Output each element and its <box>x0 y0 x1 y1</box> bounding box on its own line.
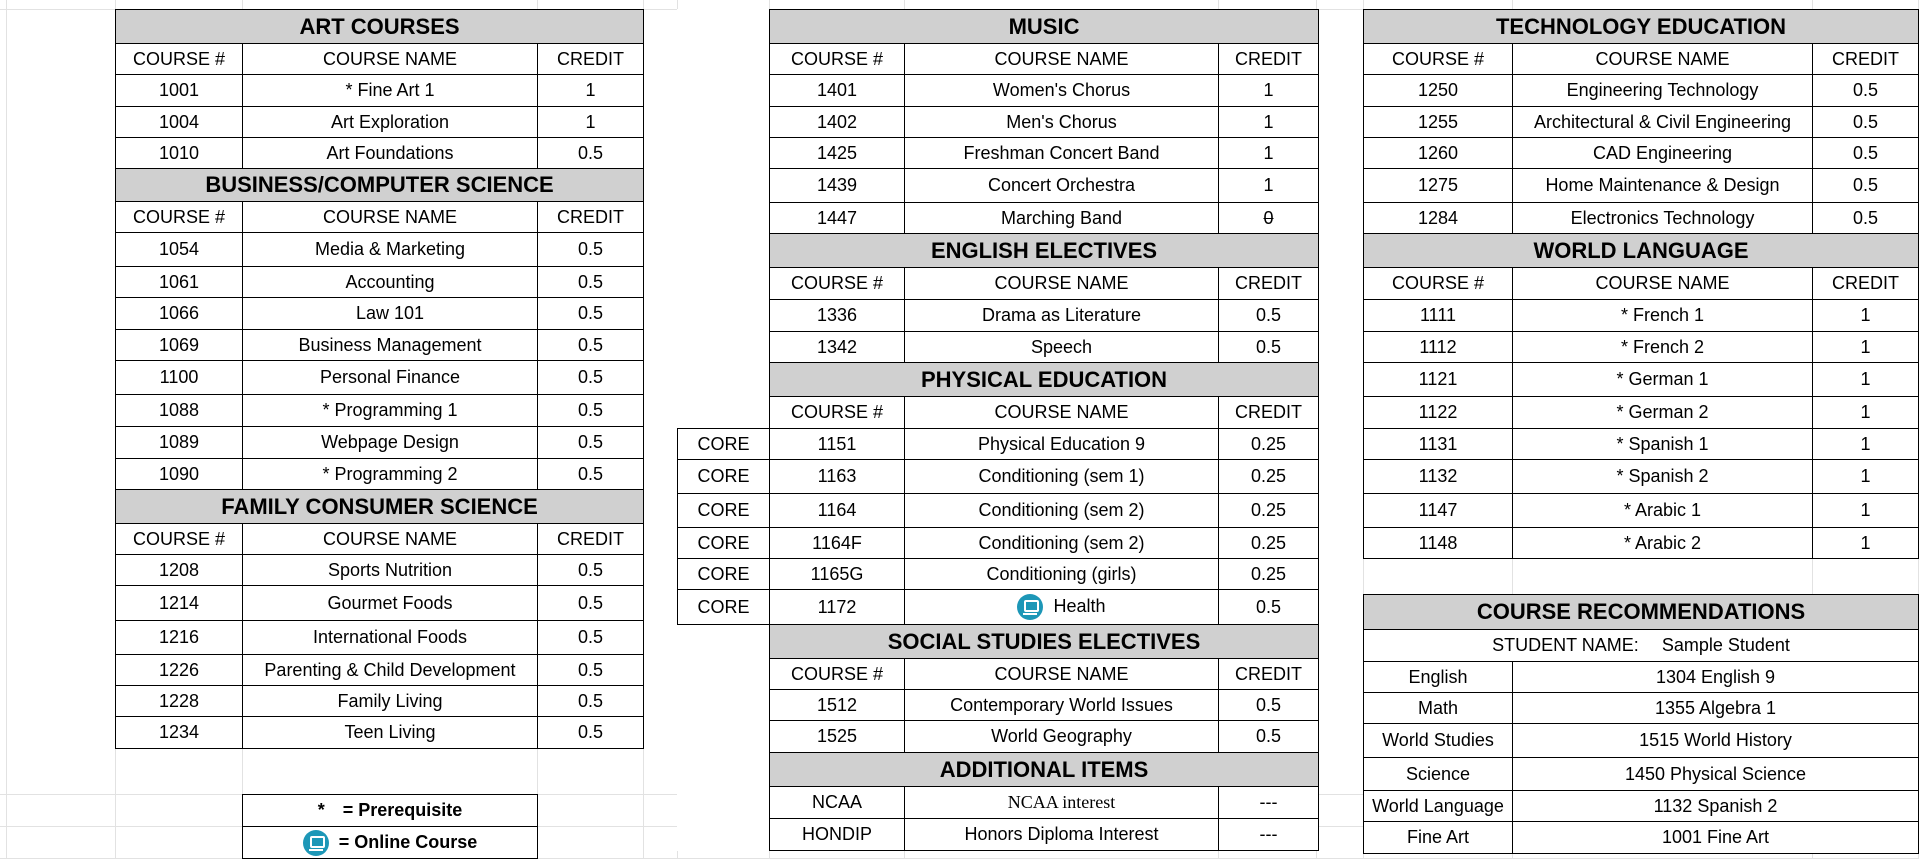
course-number: 1425 <box>770 138 905 169</box>
table-row <box>678 169 1319 203</box>
course-number: 1054 <box>116 233 243 267</box>
course-credit: 0.5 <box>1813 138 1919 169</box>
table-row <box>116 586 644 621</box>
course-name: Teen Living <box>243 717 538 749</box>
legend-online-course <box>243 827 538 859</box>
course-name: Contemporary World Issues <box>905 690 1219 721</box>
course-number: 1122 <box>1364 397 1513 429</box>
social-title: SOCIAL STUDIES ELECTIVES <box>770 625 1319 659</box>
course-name: Business Management <box>243 330 538 361</box>
table-row <box>1364 107 1919 138</box>
course-credit: 1 <box>1813 494 1919 528</box>
table-row <box>1364 724 1919 758</box>
online-course-icon <box>303 830 329 856</box>
table-row <box>678 787 1319 819</box>
table-row <box>678 590 1319 625</box>
course-number: 1089 <box>116 427 243 459</box>
recommendations-table <box>1363 594 1919 854</box>
item-credit: --- <box>1219 819 1319 851</box>
table-row <box>1364 332 1919 363</box>
course-name: Webpage Design <box>243 427 538 459</box>
course-name: * French 1 <box>1513 300 1813 332</box>
social-header-credit: CREDIT <box>1219 659 1319 690</box>
course-name: Drama as Literature <box>905 300 1219 332</box>
recommended-course: 1450 Physical Science <box>1513 758 1919 791</box>
course-credit: 0.25 <box>1219 429 1319 460</box>
course-name: International Foods <box>243 621 538 655</box>
subject-label: Science <box>1364 758 1513 791</box>
world-header-course-name: COURSE NAME <box>1513 268 1813 300</box>
course-credit: 0.5 <box>1219 690 1319 721</box>
course-credit: 0.5 <box>1219 721 1319 753</box>
course-credit: 1 <box>1219 169 1319 203</box>
table-row <box>1364 363 1919 397</box>
course-number: 1164 <box>770 494 905 528</box>
table-row <box>1364 791 1919 822</box>
course-credit: 1 <box>1813 460 1919 494</box>
course-credit: 0.25 <box>1219 460 1319 494</box>
course-name: * Arabic 2 <box>1513 528 1813 559</box>
course-number: 1255 <box>1364 107 1513 138</box>
course-number: 1226 <box>116 655 243 686</box>
course-credit: 0.5 <box>538 233 644 267</box>
course-name: Engineering Technology <box>1513 75 1813 107</box>
course-credit: 0.25 <box>1219 528 1319 559</box>
course-name: Electronics Technology <box>1513 203 1813 234</box>
family-header-credit: CREDIT <box>538 524 644 555</box>
course-number: 1260 <box>1364 138 1513 169</box>
course-number: 1069 <box>116 330 243 361</box>
course-number: 1100 <box>116 361 243 395</box>
right-course-table <box>1363 9 1919 559</box>
course-credit: 0.5 <box>1813 169 1919 203</box>
table-row <box>1364 822 1919 854</box>
course-credit: 1 <box>1219 107 1319 138</box>
pe-header-course-name: COURSE NAME <box>905 397 1219 429</box>
course-number: 1216 <box>116 621 243 655</box>
social-header-course-name: COURSE NAME <box>905 659 1219 690</box>
course-number: 1163 <box>770 460 905 494</box>
music-header-credit: CREDIT <box>1219 44 1319 75</box>
course-credit: 1 <box>1813 528 1919 559</box>
course-name: Art Exploration <box>243 107 538 138</box>
course-name: * Fine Art 1 <box>243 75 538 107</box>
business-header-credit: CREDIT <box>538 202 644 233</box>
table-row <box>1364 75 1919 107</box>
course-number: 1066 <box>116 298 243 330</box>
course-name: Speech <box>905 332 1219 363</box>
family-header-course-num: COURSE # <box>116 524 243 555</box>
course-number: 1401 <box>770 75 905 107</box>
art-header-course-name: COURSE NAME <box>243 44 538 75</box>
english-header-course-num: COURSE # <box>770 268 905 300</box>
table-row <box>1364 397 1919 429</box>
course-name: Media & Marketing <box>243 233 538 267</box>
course-credit: 0.5 <box>538 459 644 490</box>
pe-header-course-num: COURSE # <box>770 397 905 429</box>
course-credit: 0.5 <box>538 298 644 330</box>
course-name: Family Living <box>243 686 538 717</box>
course-number: 1004 <box>116 107 243 138</box>
course-name: Law 101 <box>243 298 538 330</box>
middle-course-table <box>677 9 1319 851</box>
art-header-course-num: COURSE # <box>116 44 243 75</box>
table-row <box>116 621 644 655</box>
course-credit: 0.5 <box>538 621 644 655</box>
student-name-label: STUDENT NAME: <box>1492 635 1639 655</box>
core-tag: CORE <box>678 429 770 460</box>
table-row <box>1364 169 1919 203</box>
course-number: 1131 <box>1364 429 1513 460</box>
course-number: 1284 <box>1364 203 1513 234</box>
table-row <box>678 300 1319 332</box>
course-name: * Spanish 2 <box>1513 460 1813 494</box>
tech-title: TECHNOLOGY EDUCATION <box>1364 10 1919 44</box>
table-row <box>116 427 644 459</box>
table-row <box>678 107 1319 138</box>
course-name: Parenting & Child Development <box>243 655 538 686</box>
social-header-course-num: COURSE # <box>770 659 905 690</box>
table-row <box>1364 460 1919 494</box>
course-name: * Spanish 1 <box>1513 429 1813 460</box>
table-row <box>1364 758 1919 791</box>
course-number: 1090 <box>116 459 243 490</box>
course-number: 1512 <box>770 690 905 721</box>
table-row <box>116 686 644 717</box>
course-name: Concert Orchestra <box>905 169 1219 203</box>
course-credit: 0.25 <box>1219 559 1319 590</box>
table-row <box>116 717 644 749</box>
subject-label: Math <box>1364 693 1513 724</box>
student-name-value: Sample Student <box>1661 635 1790 655</box>
table-row <box>678 203 1319 234</box>
subject-label: World Studies <box>1364 724 1513 758</box>
course-credit: 0.5 <box>538 361 644 395</box>
course-name: * Programming 1 <box>243 395 538 427</box>
course-name: World Geography <box>905 721 1219 753</box>
table-row <box>678 460 1319 494</box>
item-code: HONDIP <box>770 819 905 851</box>
world-header-course-num: COURSE # <box>1364 268 1513 300</box>
course-credit: 1 <box>1813 429 1919 460</box>
business-header-course-name: COURSE NAME <box>243 202 538 233</box>
course-credit: 0.5 <box>1813 203 1919 234</box>
world-header-credit: CREDIT <box>1813 268 1919 300</box>
tech-header-credit: CREDIT <box>1813 44 1919 75</box>
family-header-course-name: COURSE NAME <box>243 524 538 555</box>
table-row <box>116 555 644 586</box>
table-row <box>678 429 1319 460</box>
left-course-table <box>115 9 644 749</box>
course-credit: 1 <box>1219 138 1319 169</box>
table-row <box>678 138 1319 169</box>
course-number: 1439 <box>770 169 905 203</box>
core-tag: CORE <box>678 494 770 528</box>
course-number: 1112 <box>1364 332 1513 363</box>
course-name: * French 2 <box>1513 332 1813 363</box>
recommended-course: 1304 English 9 <box>1513 662 1919 693</box>
course-number: 1151 <box>770 429 905 460</box>
music-title: MUSIC <box>770 10 1319 44</box>
course-name: Men's Chorus <box>905 107 1219 138</box>
course-name: Art Foundations <box>243 138 538 169</box>
course-number: 1250 <box>1364 75 1513 107</box>
recommended-course: 1001 Fine Art <box>1513 822 1919 854</box>
music-header-course-name: COURSE NAME <box>905 44 1219 75</box>
subject-label: English <box>1364 662 1513 693</box>
course-name: Architectural & Civil Engineering <box>1513 107 1813 138</box>
course-credit: 1 <box>1219 75 1319 107</box>
course-credit: 0.5 <box>1813 107 1919 138</box>
course-name: Personal Finance <box>243 361 538 395</box>
prerequisite-symbol: * <box>317 800 325 820</box>
table-row <box>116 233 644 267</box>
english-header-course-name: COURSE NAME <box>905 268 1219 300</box>
course-credit: 0.5 <box>538 586 644 621</box>
tech-header-course-num: COURSE # <box>1364 44 1513 75</box>
course-name: * German 1 <box>1513 363 1813 397</box>
subject-label: Fine Art <box>1364 822 1513 854</box>
course-number: 1148 <box>1364 528 1513 559</box>
course-name-cell <box>905 590 1219 625</box>
table-row <box>678 559 1319 590</box>
recommended-course: 1515 World History <box>1513 724 1919 758</box>
table-row <box>678 819 1319 851</box>
course-credit: 1 <box>1813 332 1919 363</box>
course-name: Health <box>1053 595 1106 616</box>
course-credit: 1 <box>1813 300 1919 332</box>
additional-title: ADDITIONAL ITEMS <box>770 753 1319 787</box>
core-tag: CORE <box>678 559 770 590</box>
table-row <box>678 75 1319 107</box>
course-name: Conditioning (sem 2) <box>905 494 1219 528</box>
course-number: 1111 <box>1364 300 1513 332</box>
course-number: 1132 <box>1364 460 1513 494</box>
recommended-course: 1132 Spanish 2 <box>1513 791 1919 822</box>
music-header-course-num: COURSE # <box>770 44 905 75</box>
course-credit: 0.5 <box>538 555 644 586</box>
course-credit: 1 <box>538 75 644 107</box>
pe-title: PHYSICAL EDUCATION <box>770 363 1319 397</box>
course-number: 1447 <box>770 203 905 234</box>
course-name: Conditioning (girls) <box>905 559 1219 590</box>
item-name: Honors Diploma Interest <box>905 819 1219 851</box>
course-number: 1165G <box>770 559 905 590</box>
course-number: 1088 <box>116 395 243 427</box>
core-tag: CORE <box>678 590 770 625</box>
course-number: 1172 <box>770 590 905 625</box>
english-title: ENGLISH ELECTIVES <box>770 234 1319 268</box>
table-row <box>116 459 644 490</box>
course-credit: 0.5 <box>538 395 644 427</box>
table-row <box>116 395 644 427</box>
table-row <box>116 138 644 169</box>
course-number: 1525 <box>770 721 905 753</box>
table-row <box>116 298 644 330</box>
table-row <box>678 528 1319 559</box>
course-number: 1214 <box>116 586 243 621</box>
table-row <box>116 361 644 395</box>
item-name: NCAA interest <box>905 787 1219 819</box>
course-number: 1342 <box>770 332 905 363</box>
course-credit: 0.5 <box>1219 332 1319 363</box>
course-credit: 0.5 <box>1813 75 1919 107</box>
course-credit: 0.5 <box>538 427 644 459</box>
table-row <box>1364 138 1919 169</box>
table-row <box>1364 203 1919 234</box>
course-name: Conditioning (sem 2) <box>905 528 1219 559</box>
legend-prerequisite <box>243 795 538 827</box>
course-number: 1275 <box>1364 169 1513 203</box>
table-row <box>116 655 644 686</box>
course-number: 1164F <box>770 528 905 559</box>
table-row <box>1364 494 1919 528</box>
table-row <box>1364 662 1919 693</box>
core-tag: CORE <box>678 528 770 559</box>
course-name: * Arabic 1 <box>1513 494 1813 528</box>
table-row <box>116 75 644 107</box>
course-number: 1010 <box>116 138 243 169</box>
table-row <box>1364 528 1919 559</box>
course-credit: 1 <box>538 107 644 138</box>
recommended-course: 1355 Algebra 1 <box>1513 693 1919 724</box>
table-row <box>116 267 644 298</box>
course-credit: 0.5 <box>538 686 644 717</box>
table-row <box>678 494 1319 528</box>
course-number: 1147 <box>1364 494 1513 528</box>
subject-label: World Language <box>1364 791 1513 822</box>
legend-table <box>242 794 538 859</box>
course-name: Sports Nutrition <box>243 555 538 586</box>
art-courses-title: ART COURSES <box>116 10 644 44</box>
business-header-course-num: COURSE # <box>116 202 243 233</box>
course-name: Freshman Concert Band <box>905 138 1219 169</box>
table-row <box>1364 693 1919 724</box>
course-name: Home Maintenance & Design <box>1513 169 1813 203</box>
english-header-credit: CREDIT <box>1219 268 1319 300</box>
table-row <box>116 330 644 361</box>
world-title: WORLD LANGUAGE <box>1364 234 1919 268</box>
course-credit: 0.5 <box>538 138 644 169</box>
tech-header-course-name: COURSE NAME <box>1513 44 1813 75</box>
item-credit: --- <box>1219 787 1319 819</box>
course-credit: 0.5 <box>538 655 644 686</box>
course-name: CAD Engineering <box>1513 138 1813 169</box>
course-name: Women's Chorus <box>905 75 1219 107</box>
course-number: 1402 <box>770 107 905 138</box>
course-number: 1228 <box>116 686 243 717</box>
table-row <box>678 690 1319 721</box>
course-credit: 1 <box>1813 397 1919 429</box>
course-name: * German 2 <box>1513 397 1813 429</box>
item-code: NCAA <box>770 787 905 819</box>
course-credit: 0.5 <box>538 717 644 749</box>
business-title: BUSINESS/COMPUTER SCIENCE <box>116 169 644 202</box>
course-credit: 0.5 <box>1219 300 1319 332</box>
family-title: FAMILY CONSUMER SCIENCE <box>116 490 644 524</box>
course-name: * Programming 2 <box>243 459 538 490</box>
pe-header-credit: CREDIT <box>1219 397 1319 429</box>
course-name: Conditioning (sem 1) <box>905 460 1219 494</box>
course-number: 1001 <box>116 75 243 107</box>
online-course-label: = Online Course <box>338 831 478 852</box>
table-row <box>678 332 1319 363</box>
course-credit: 0.5 <box>538 267 644 298</box>
course-name: Accounting <box>243 267 538 298</box>
art-header-credit: CREDIT <box>538 44 644 75</box>
course-credit: 0.5 <box>1219 590 1319 625</box>
course-credit: 1 <box>1813 363 1919 397</box>
course-credit: 0 <box>1219 203 1319 234</box>
course-name: Physical Education 9 <box>905 429 1219 460</box>
course-credit: 0.5 <box>538 330 644 361</box>
student-name-row <box>1364 630 1919 662</box>
recommendations-title: COURSE RECOMMENDATIONS <box>1364 595 1919 630</box>
course-number: 1208 <box>116 555 243 586</box>
course-name: Gourmet Foods <box>243 586 538 621</box>
course-number: 1121 <box>1364 363 1513 397</box>
course-number: 1061 <box>116 267 243 298</box>
prerequisite-label: = Prerequisite <box>342 800 463 820</box>
table-row <box>678 721 1319 753</box>
course-number: 1336 <box>770 300 905 332</box>
table-row <box>116 107 644 138</box>
core-tag: CORE <box>678 460 770 494</box>
course-name: Marching Band <box>905 203 1219 234</box>
table-row <box>1364 429 1919 460</box>
course-credit: 0.25 <box>1219 494 1319 528</box>
online-course-icon <box>1017 594 1043 620</box>
table-row <box>1364 300 1919 332</box>
course-number: 1234 <box>116 717 243 749</box>
